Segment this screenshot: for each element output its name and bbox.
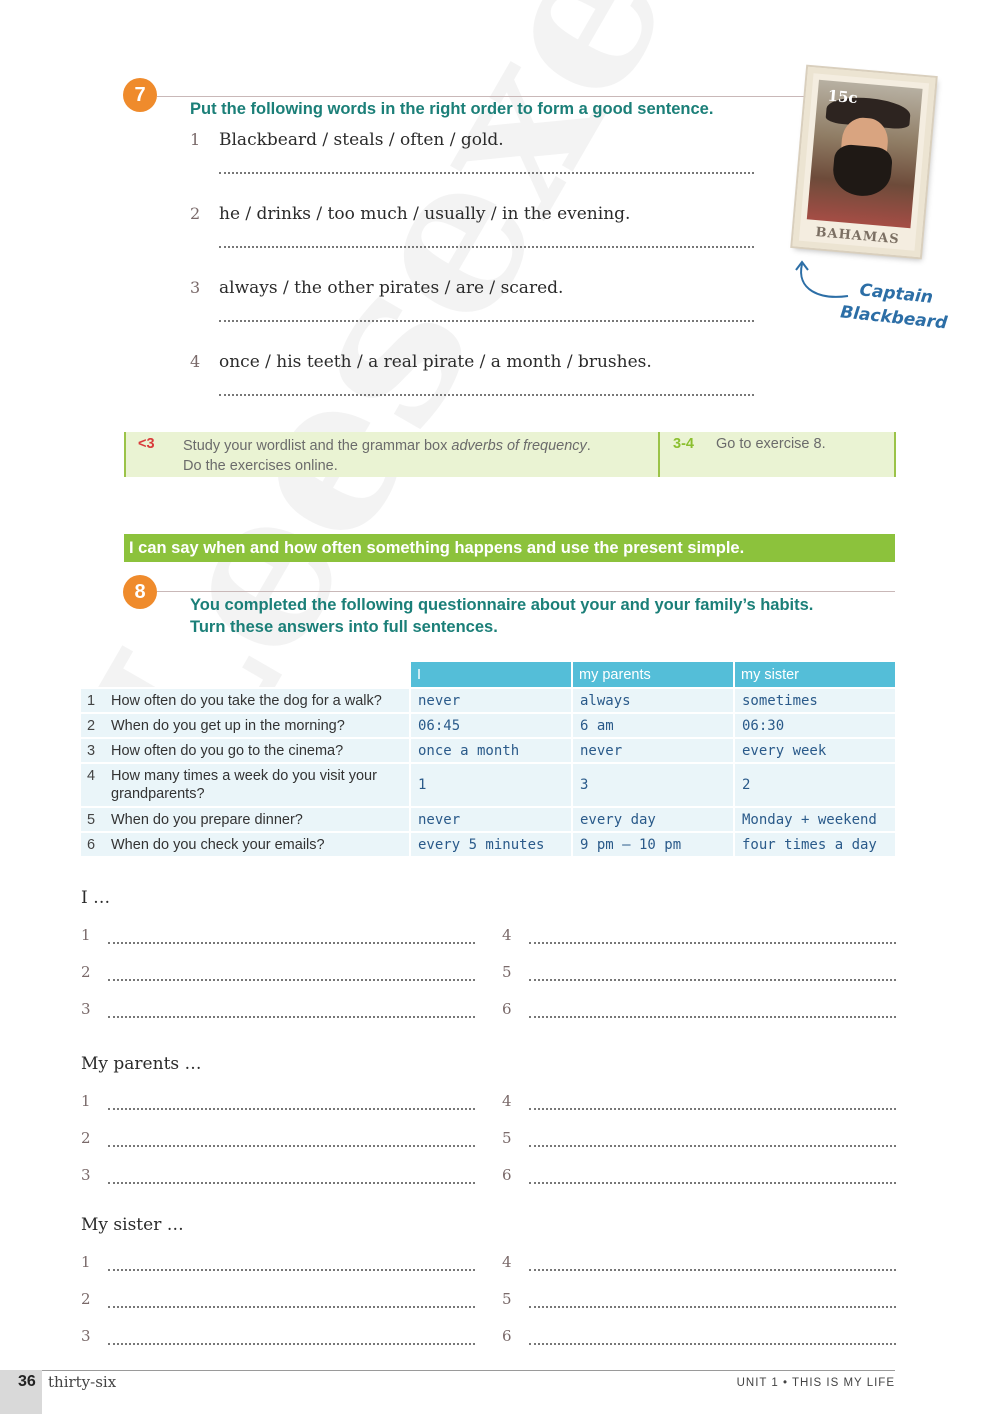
answer-line[interactable] bbox=[529, 942, 896, 944]
answer-number: 6 bbox=[502, 1000, 512, 1018]
answer-cell: 2 bbox=[733, 762, 895, 806]
learning-goal-bar: I can say when and how often something happens and use the present simple. bbox=[124, 534, 895, 562]
item-number: 1 bbox=[190, 130, 201, 149]
answer-cell: four times a day bbox=[733, 831, 895, 856]
unit-label: UNIT 1 • THIS IS MY LIFE bbox=[736, 1377, 895, 1389]
answer-line[interactable] bbox=[219, 172, 754, 174]
table-row bbox=[81, 806, 895, 831]
row-question: How many times a week do you visit your grandparents? bbox=[111, 762, 409, 806]
row-number: 5 bbox=[81, 806, 111, 831]
answer-cell: every week bbox=[733, 737, 895, 762]
answer-number: 3 bbox=[81, 1327, 91, 1345]
row-number: 4 bbox=[81, 762, 111, 806]
answer-cell: every 5 minutes bbox=[409, 831, 571, 856]
answer-line[interactable] bbox=[529, 1182, 896, 1184]
exercise-7-badge: 7 bbox=[123, 78, 157, 112]
item-text: he / drinks / too much / usually / in the evening. bbox=[219, 204, 631, 224]
caption-line-1: Captain bbox=[858, 280, 934, 308]
row-number: 2 bbox=[81, 712, 111, 737]
level-text-low-end: . bbox=[586, 438, 591, 454]
column-header-parents: my parents bbox=[571, 662, 733, 687]
table-header-row bbox=[81, 662, 895, 687]
answer-cell: 9 pm – 10 pm bbox=[571, 831, 733, 856]
answer-cell: every day bbox=[571, 806, 733, 831]
answer-cell: Monday + weekend bbox=[733, 806, 895, 831]
answer-number: 5 bbox=[502, 1129, 512, 1147]
questionnaire-table bbox=[81, 662, 895, 856]
row-number: 3 bbox=[81, 737, 111, 762]
instruction-line-2: Turn these answers into full sentences. bbox=[190, 618, 498, 636]
answer-number: 4 bbox=[502, 1092, 512, 1110]
answer-line[interactable] bbox=[529, 1145, 896, 1147]
item-text: always / the other pirates / are / scared. bbox=[219, 278, 564, 298]
level-text-high: Go to exercise 8. bbox=[716, 436, 826, 452]
exercise-7-rule bbox=[157, 96, 807, 97]
footer-rule bbox=[42, 1370, 895, 1371]
item-text: once / his teeth / a real pirate / a month / brushes. bbox=[219, 352, 652, 372]
stamp-value: 15c bbox=[826, 86, 859, 108]
answer-line[interactable] bbox=[108, 979, 475, 981]
group-label-parents: My parents … bbox=[81, 1054, 202, 1074]
exercise-8-rule bbox=[157, 591, 895, 592]
table-row bbox=[81, 712, 895, 737]
answer-line[interactable] bbox=[108, 1269, 475, 1271]
header-blank bbox=[81, 662, 409, 687]
answer-cell: never bbox=[409, 687, 571, 712]
answer-cell: 06:45 bbox=[409, 712, 571, 737]
level-tag-low: <3 bbox=[138, 436, 155, 452]
answer-line[interactable] bbox=[219, 320, 754, 322]
answer-line[interactable] bbox=[108, 1108, 475, 1110]
answer-number: 2 bbox=[81, 963, 91, 981]
answer-line[interactable] bbox=[529, 1343, 896, 1345]
page-number-word: thirty-six bbox=[48, 1373, 117, 1391]
exercise-7-instruction: Put the following words in the right order to form a good sentence. bbox=[190, 100, 714, 118]
box-divider bbox=[658, 432, 660, 477]
group-label-i: I … bbox=[81, 888, 111, 908]
answer-cell: never bbox=[571, 737, 733, 762]
answer-number: 2 bbox=[81, 1129, 91, 1147]
answer-line[interactable] bbox=[219, 394, 754, 396]
answer-line[interactable] bbox=[108, 1306, 475, 1308]
answer-cell: 3 bbox=[571, 762, 733, 806]
level-text-low-italic: adverbs of frequency bbox=[451, 438, 587, 454]
answer-number: 5 bbox=[502, 963, 512, 981]
level-text-low-line2: Do the exercises online. bbox=[183, 458, 338, 474]
row-question: When do you prepare dinner? bbox=[111, 806, 409, 831]
pirate-beard-shape bbox=[831, 143, 893, 198]
table-row bbox=[81, 831, 895, 856]
differentiation-box bbox=[124, 432, 896, 477]
row-question: How often do you go to the cinema? bbox=[111, 737, 409, 762]
answer-line[interactable] bbox=[529, 1306, 896, 1308]
answer-number: 3 bbox=[81, 1166, 91, 1184]
instruction-line-1: You completed the following questionnaire about your and your family’s habits. bbox=[190, 596, 814, 614]
answer-cell: always bbox=[571, 687, 733, 712]
row-question: When do you check your emails? bbox=[111, 831, 409, 856]
answer-line[interactable] bbox=[108, 942, 475, 944]
answer-number: 1 bbox=[81, 926, 91, 944]
row-number: 1 bbox=[81, 687, 111, 712]
answer-number: 5 bbox=[502, 1290, 512, 1308]
answer-line[interactable] bbox=[529, 1016, 896, 1018]
table-row bbox=[81, 762, 895, 806]
item-number: 2 bbox=[190, 204, 201, 223]
row-question: How often do you take the dog for a walk? bbox=[111, 687, 409, 712]
page-number: 36 bbox=[18, 1373, 36, 1390]
answer-number: 1 bbox=[81, 1092, 91, 1110]
answer-number: 6 bbox=[502, 1166, 512, 1184]
answer-cell: 1 bbox=[409, 762, 571, 806]
answer-number: 4 bbox=[502, 926, 512, 944]
stamp-portrait bbox=[807, 80, 923, 229]
answer-line[interactable] bbox=[108, 1182, 475, 1184]
caption-line-2: Blackbeard bbox=[839, 302, 949, 334]
answer-number: 6 bbox=[502, 1327, 512, 1345]
exercise-8-instruction bbox=[190, 594, 890, 638]
level-text-low bbox=[183, 436, 591, 476]
answer-line[interactable] bbox=[529, 1108, 896, 1110]
answer-number: 4 bbox=[502, 1253, 512, 1271]
table-row bbox=[81, 687, 895, 712]
answer-line[interactable] bbox=[108, 1145, 475, 1147]
row-number: 6 bbox=[81, 831, 111, 856]
answer-cell: 6 am bbox=[571, 712, 733, 737]
answer-number: 3 bbox=[81, 1000, 91, 1018]
answer-cell: once a month bbox=[409, 737, 571, 762]
column-header-sister: my sister bbox=[733, 662, 895, 687]
item-text: Blackbeard / steals / often / gold. bbox=[219, 130, 504, 150]
answer-line[interactable] bbox=[108, 1343, 475, 1345]
answer-line[interactable] bbox=[529, 1269, 896, 1271]
exercise-8-badge: 8 bbox=[123, 575, 157, 609]
level-tag-high: 3-4 bbox=[673, 436, 694, 452]
blackbeard-stamp-image bbox=[792, 67, 935, 257]
level-text-low-part: Study your wordlist and the grammar box bbox=[183, 438, 452, 454]
answer-line[interactable] bbox=[219, 246, 754, 248]
answer-cell: sometimes bbox=[733, 687, 895, 712]
item-number: 3 bbox=[190, 278, 201, 297]
group-label-sister: My sister … bbox=[81, 1215, 184, 1235]
row-question: When do you get up in the morning? bbox=[111, 712, 409, 737]
answer-cell: 06:30 bbox=[733, 712, 895, 737]
answer-cell: never bbox=[409, 806, 571, 831]
answer-line[interactable] bbox=[529, 979, 896, 981]
answer-number: 1 bbox=[81, 1253, 91, 1271]
column-header-i: I bbox=[409, 662, 571, 687]
item-number: 4 bbox=[190, 352, 201, 371]
stamp-country: BAHAMAS bbox=[814, 225, 901, 248]
table-row bbox=[81, 737, 895, 762]
answer-number: 2 bbox=[81, 1290, 91, 1308]
answer-line[interactable] bbox=[108, 1016, 475, 1018]
